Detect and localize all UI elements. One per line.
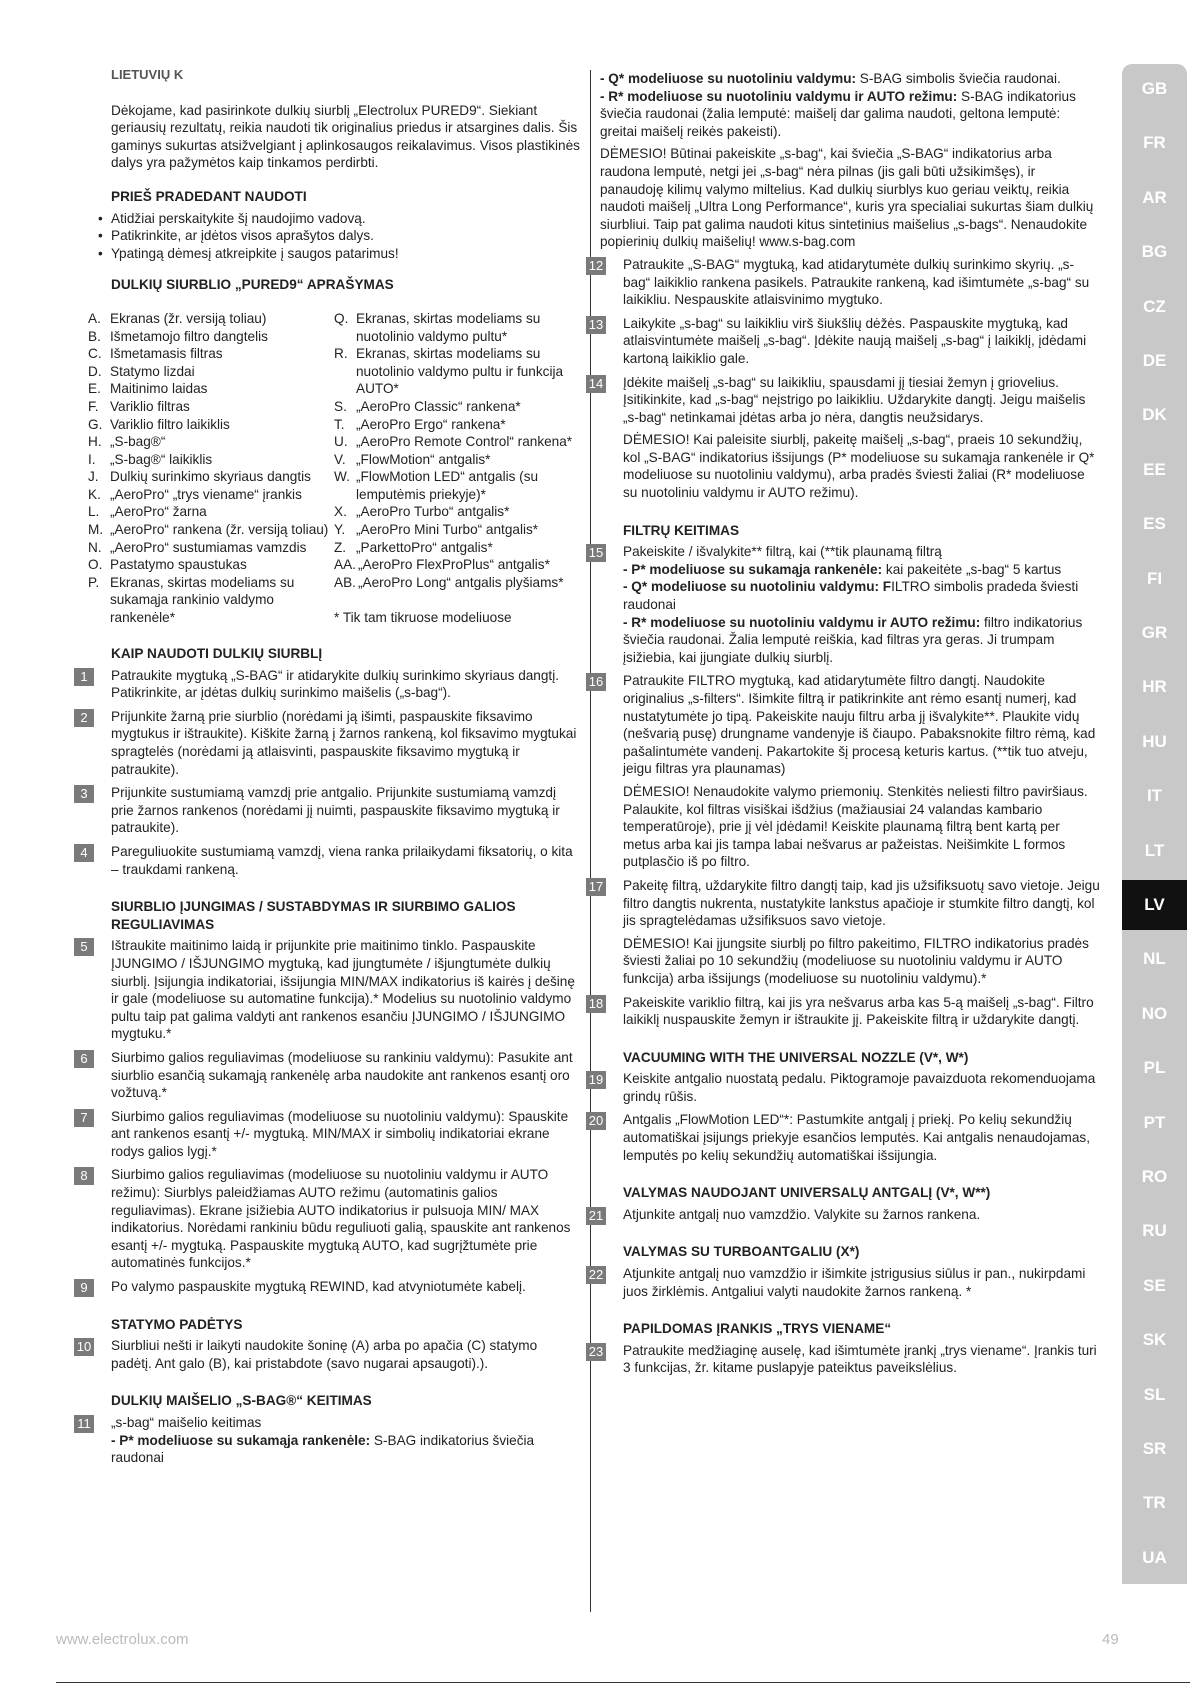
tab-sk[interactable]: SK bbox=[1142, 1330, 1167, 1350]
list-item: • Atidžiai perskaitykite šį naudojimo vadovą. bbox=[88, 210, 580, 228]
part-key: Y. bbox=[334, 522, 346, 538]
before-use-heading: PRIEŠ PRADEDANT NAUDOTI bbox=[111, 188, 307, 204]
power-heading: SIURBLIO ĮJUNGIMAS / SUSTABDYMAS IR SIURBIMO GALIOS REGULIAVIMAS bbox=[111, 899, 516, 932]
parking-heading: STATYMO PADĖTYS bbox=[111, 1316, 243, 1332]
step-text: Ištraukite maitinimo laidą ir prijunkite prie maitinimo tinklo. Paspauskite ĮJUNGIMO / IŠJUNGIMO mygtuką, kad įjungtumėte / išjungtumėte dulkių siurblį. Įsijungia indikatoriai, išsijungia MIN/MAX indikatorius iš kairės į dešinę ir gale (modeliuose su automatine funkcija).* Modelius su nuotolinio valdymo pultu taip pat galima valdyti ant rankenos esančiu ĮJUNGIMO / IŠJUNGIMO mygtuku.* bbox=[111, 938, 575, 1042]
part-item bbox=[88, 310, 334, 328]
step-number: 16 bbox=[586, 673, 606, 691]
part-item bbox=[334, 433, 580, 451]
footer-url[interactable]: www.electrolux.com bbox=[56, 1631, 189, 1648]
right-column bbox=[588, 70, 1100, 1383]
tab-es[interactable]: ES bbox=[1143, 514, 1166, 534]
model-label: - P* modeliuose su sukamąja rankenėle: bbox=[623, 561, 883, 577]
step-number: 5 bbox=[74, 938, 94, 956]
step-number: 4 bbox=[74, 844, 94, 862]
tab-fr[interactable]: FR bbox=[1143, 133, 1166, 153]
step-23 bbox=[588, 1342, 1100, 1377]
model-r-note bbox=[600, 88, 1100, 141]
step-text: Siurbimo galios reguliavimas (modeliuose su rankiniu valdymu): Pasukite ant siurblio esančią sukamąją rankenėlę arba naudokite ant rankenos esantį oro vožtuvą.* bbox=[111, 1049, 573, 1101]
step-14 bbox=[588, 374, 1100, 502]
how-to-use-heading: KAIP NAUDOTI DULKIŲ SIURBLĮ bbox=[111, 646, 323, 662]
step-number: 23 bbox=[586, 1343, 606, 1361]
model-q-note bbox=[600, 70, 1100, 88]
model-label: - R* modeliuose su nuotoliniu valdymu ir AUTO režimu: bbox=[623, 614, 981, 630]
step-subtext bbox=[111, 1432, 580, 1467]
step-text: Po valymo paspauskite mygtuką REWIND, kad atvyniotumėte kabelį. bbox=[111, 1279, 526, 1295]
model-text: S-BAG simbolis šviečia raudonai. bbox=[856, 71, 1061, 86]
tab-de[interactable]: DE bbox=[1142, 351, 1167, 370]
step-number: 20 bbox=[586, 1112, 606, 1130]
warning-text: DĖMESIO! Kai įjungsite siurblį po filtro pakeitimo, FILTRO indikatorius pradės šviesti žaliai po 10 sekundžių (modeliuose su nuotoliniu valdymu ir AUTO funkcija) arba išsijungs (modeliuose su nuotoliniu valdymu).* bbox=[623, 935, 1089, 986]
part-key: H. bbox=[88, 434, 102, 450]
universal-cleaning-heading: VALYMAS NAUDOJANT UNIVERSALŲ ANTGALĮ (V*, W**) bbox=[623, 1185, 991, 1201]
part-label: Išmetamasis filtras bbox=[110, 346, 223, 362]
part-item bbox=[88, 521, 334, 539]
part-key: J. bbox=[88, 469, 99, 485]
part-item bbox=[334, 556, 580, 574]
part-label: Išmetamojo filtro dangtelis bbox=[110, 328, 268, 344]
part-key: G. bbox=[88, 416, 103, 432]
step-subtext bbox=[623, 578, 1100, 613]
step-10 bbox=[76, 1337, 580, 1372]
tab-it[interactable]: IT bbox=[1146, 786, 1163, 806]
tab-gb[interactable]: GB bbox=[1141, 79, 1168, 98]
part-key: AB. bbox=[334, 574, 356, 590]
part-label: Ekranas, skirtas modeliams su sukamąja rankinio valdymo rankenėle* bbox=[110, 574, 295, 626]
part-label: „AeroPro Classic“ rankena* bbox=[356, 398, 521, 414]
step-number: 19 bbox=[586, 1071, 606, 1089]
part-item bbox=[334, 574, 580, 592]
description-heading: DULKIŲ SIURBLIO „PURED9“ APRAŠYMAS bbox=[111, 277, 394, 293]
tab-fi[interactable]: FI bbox=[1146, 568, 1163, 588]
part-label: „AeroPro“ žarna bbox=[110, 504, 207, 520]
parts-right-column bbox=[334, 310, 580, 627]
tab-ru[interactable]: RU bbox=[1142, 1221, 1167, 1241]
step-subtext bbox=[623, 614, 1100, 667]
part-key: D. bbox=[88, 363, 102, 379]
step-text: Siurbimo galios reguliavimas (modeliuose su nuotoliniu valdymu): Spauskite ant rankenos esantį +/- mygtuką. MIN/MAX ir simbolių indikatoriai ekrane rodys galios lygį.* bbox=[111, 1108, 569, 1159]
step-number: 22 bbox=[586, 1266, 606, 1284]
warning-text: DĖMESIO! Nenaudokite valymo priemonių. Stenkitės neliesti filtro paviršiaus. Palaukite, kol filtras visiškai išdžius (mažiausiai 24 valandas kambario temperatūroje), prie jį vėl įdėdami! Keiskite plaunamą filtrą bent kartą per metus arba kai jis tampa labai nešvarus ar pažeistas. Neišimkite L formos putplasčio iš po filtro. bbox=[623, 783, 1088, 870]
part-item bbox=[334, 398, 580, 416]
step-number: 12 bbox=[586, 257, 606, 275]
part-key: F. bbox=[88, 398, 99, 414]
part-item bbox=[88, 468, 334, 486]
part-label: Ekranas, skirtas modeliams su nuotolinio valdymo pultu ir funkcija AUTO* bbox=[356, 346, 564, 397]
model-text: kai pakeitėte „s-bag“ 5 kartus bbox=[882, 561, 1062, 577]
column-divider bbox=[590, 70, 591, 1612]
step-number: 14 bbox=[586, 375, 606, 393]
part-key: W. bbox=[334, 469, 350, 485]
part-label: „AeroPro“ „trys viename“ įrankis bbox=[110, 486, 302, 502]
part-key: N. bbox=[88, 539, 102, 555]
footer-divider bbox=[56, 1682, 1190, 1683]
part-item bbox=[88, 574, 334, 627]
part-label: „AeroPro“ sustumiamas vamzdis bbox=[110, 539, 307, 555]
part-label: „AeroPro Ergo“ rankena* bbox=[356, 416, 506, 432]
model-label: - Q* modeliuose su nuotoliniu valdymu: bbox=[600, 71, 857, 86]
step-17 bbox=[588, 877, 1100, 988]
part-item bbox=[334, 521, 580, 539]
part-key: O. bbox=[88, 557, 103, 573]
step-text: Pakeiskite variklio filtrą, kai jis yra nešvarus arba kas 5-ą maišelį „s-bag“. Filtro laikiklį nuspauskite žemyn ir ištraukite jį. Pakeiskite filtrą ir uždarykite dangtį. bbox=[623, 994, 1094, 1028]
model-label: - P* modeliuose su sukamąja rankenėle: bbox=[111, 1432, 371, 1448]
part-item bbox=[88, 398, 334, 416]
parts-note: * Tik tam tikruose modeliuose bbox=[334, 610, 512, 626]
step-number: 6 bbox=[74, 1050, 94, 1068]
step-2 bbox=[80, 708, 580, 778]
tab-ee[interactable]: EE bbox=[1143, 459, 1166, 479]
part-key: AA. bbox=[334, 557, 356, 573]
step-text: Patraukite „S-BAG“ mygtuką, kad atidarytumėte dulkių surinkimo skyrių. „s-bag“ laikiklio rankena pasikels. Patraukite rankeną, kad išimtumėte „s-bag“ su laikikliu. Nespauskite atlaisvinimo mygtuko. bbox=[623, 256, 1090, 308]
model-label: - R* modeliuose su nuotoliniu valdymu ir AUTO režimu: bbox=[600, 88, 958, 104]
part-item bbox=[88, 363, 334, 381]
tab-lt[interactable]: LT bbox=[1144, 840, 1165, 860]
step-number: 13 bbox=[586, 316, 606, 334]
tab-ro[interactable]: RO bbox=[1141, 1167, 1168, 1186]
part-item bbox=[88, 433, 334, 451]
step-text: Pareguliuokite sustumiamą vamzdį, viena ranka prilaikydami fiksatorių, o kita – traukdami rankeną. bbox=[111, 843, 573, 877]
tab-bg[interactable]: BG bbox=[1141, 242, 1168, 262]
step-number: 8 bbox=[74, 1167, 94, 1185]
step-number: 1 bbox=[74, 668, 94, 686]
step-text: Įdėkite maišelį „s-bag“ su laikikliu, spausdami jį tiesiai žemyn į griovelius. Įsitikinkite, kad „s-bag“ neįstrigo po laikikliu. Uždarykite dangtį. Jeigu maišelis „s-bag“ netinkamai įdėtas arba jo nėra, dangtis neužsidarys. bbox=[623, 374, 1086, 425]
part-item bbox=[334, 468, 580, 503]
tab-no[interactable]: NO bbox=[1141, 1003, 1168, 1023]
part-key: Q. bbox=[334, 310, 349, 326]
step-3 bbox=[80, 784, 580, 837]
step-number: 17 bbox=[586, 878, 606, 896]
part-label: „S-bag®“ bbox=[110, 434, 166, 450]
step-text: Siurbimo galios reguliavimas (modeliuose su nuotoliniu valdymu ir AUTO režimu): Siurblys paleidžiamas AUTO režimu (automatinis galios reguliavimas). Ekrane įsižiebia AUTO indikatorius ir pulsuoja MIN/ MAX indikatorius. Norėdami rankiniu būdu reguliuoti galią, spauskite ant rankenos esantį +/- mygtuką. Paspauskite mygtuką AUTO, kad sugrįžtumėte prie automatinės funkcijos.* bbox=[111, 1167, 571, 1271]
model-text: S-BAG indikatorius šviečia raudonai bbox=[111, 1432, 535, 1466]
part-item bbox=[88, 451, 334, 469]
step-number: 15 bbox=[586, 544, 606, 562]
step-20 bbox=[588, 1111, 1100, 1164]
part-item bbox=[88, 416, 334, 434]
step-18 bbox=[588, 994, 1100, 1029]
tab-lv[interactable]: LV bbox=[1122, 880, 1187, 930]
part-key: M. bbox=[88, 522, 104, 538]
left-column bbox=[76, 66, 580, 1473]
step-text: Patraukite medžiaginę auselę, kad išimtumėte įrankį „trys viename“. Įrankis turi 3 funkcijas, žr. kitame puslapyje pateiktus paveikslėlius. bbox=[623, 1342, 1097, 1376]
model-text: filtro indikatorius šviečia raudonai. Žalia lemputė reiškia, kad filtras yra geras. Ji trumpam įsižiebia, kai įjungiate dulkių siurblį. bbox=[623, 614, 1083, 665]
three-in-one-heading: PAPILDOMAS ĮRANKIS „TRYS VIENAME“ bbox=[623, 1321, 892, 1337]
step-text: Atjunkite antgalį nuo vamzdžio ir išimkite įstrigusius siūlus ir pan., nukirpdami juos žirklėmis. Antgaliui valyti naudokite žarnos rankeną. * bbox=[623, 1266, 1086, 1299]
page-number: 49 bbox=[1102, 1631, 1119, 1648]
part-label: Ekranas, skirtas modeliams su nuotolinio valdymo pultu* bbox=[356, 310, 541, 344]
part-item bbox=[334, 451, 580, 469]
part-item bbox=[88, 486, 334, 504]
parts-left-column bbox=[88, 310, 334, 627]
model-text: ILTRO simbolis pradeda šviesti raudonai bbox=[623, 579, 1079, 613]
step-text: Keiskite antgalio nuostatą pedalu. Piktogramoje pavaizduota rekomenduojama grindų rūšis. bbox=[623, 1071, 1096, 1104]
warning-text: DĖMESIO! Būtinai pakeiskite „s-bag“, kai šviečia „S-BAG“ indikatorius arba raudona lemputė, netgi jei „s-bag“ nėra pilnas (jis gali būti užsikimšęs), ir panaudoję kilimų valymo miltelius. Kad dulkių siurblys kuo geriau veiktų, reikia naudoti maišelį „Ultra Long Performance“, kuris yra specialiai sukurtas šiam dulkių siurbliui. Taip pat galima naudoti kitus sintetinius maišelius „s-bags“. Nenaudokite popierinių dulkių maišelių! www.s-bag.com bbox=[600, 146, 1094, 250]
part-key: C. bbox=[88, 346, 102, 362]
part-label: Variklio filtro laikiklis bbox=[110, 416, 230, 432]
step-11 bbox=[77, 1414, 580, 1467]
part-item bbox=[334, 345, 580, 398]
list-item: • Patikrinkite, ar įdėtos visos aprašytos dalys. bbox=[88, 227, 580, 245]
tab-gr[interactable]: GR bbox=[1141, 623, 1168, 642]
step-text: „s-bag“ maišelio keitimas bbox=[111, 1415, 262, 1430]
step-21 bbox=[588, 1206, 1100, 1224]
tab-ar[interactable]: AR bbox=[1142, 187, 1167, 207]
language-tabs bbox=[1122, 64, 1187, 1584]
step-number: 2 bbox=[74, 709, 94, 727]
part-key: Z. bbox=[334, 539, 347, 555]
part-key: X. bbox=[334, 504, 347, 520]
part-label: „AeroPro Mini Turbo“ antgalis* bbox=[356, 522, 539, 538]
tab-sr[interactable]: SR bbox=[1142, 1439, 1167, 1458]
part-item bbox=[88, 345, 334, 363]
step-6 bbox=[80, 1049, 580, 1102]
step-15 bbox=[588, 543, 1100, 666]
step-text: Pakeiskite / išvalykite** filtrą, kai (**tik plaunamą filtrą bbox=[623, 544, 942, 560]
part-item bbox=[88, 380, 334, 398]
part-key: P. bbox=[88, 574, 100, 590]
part-label: „FlowMotion LED“ antgalis (su lemputėmis priekyje)* bbox=[356, 469, 539, 502]
part-key: I. bbox=[88, 451, 96, 467]
step-text: Antgalis „FlowMotion LED“*: Pastumkite antgalį į priekį. Po kelių sekundžių automatiškai įsijungs priekyje esančios lemputės. Kai antgalis nenaudojamas, lemputės po kelių sekundžių automatiškai išsijungia. bbox=[623, 1112, 1090, 1163]
list-item: • Ypatingą dėmesį atkreipkite į saugos patarimus! bbox=[88, 245, 580, 263]
part-label: Variklio filtras bbox=[110, 398, 190, 414]
part-label: Statymo lizdai bbox=[110, 363, 195, 379]
part-key: U. bbox=[334, 434, 348, 450]
step-text: Prijunkite sustumiamą vamzdį prie antgalio. Prijunkite sustumiamą vamzdį prie žarnos rankenos (norėdami jį nuimti, paspauskite fiksavimo mygtuką ir patraukite). bbox=[111, 785, 560, 836]
universal-nozzle-heading: VACUUMING WITH THE UNIVERSAL NOZZLE (V*, W*) bbox=[623, 1049, 969, 1065]
step-text: Patraukite mygtuką „S-BAG“ ir atidarykite dulkių surinkimo skyriaus dangtį. Patikrinkite, ar įdėtas dulkių surinkimo maišelis („s-bag“). bbox=[111, 667, 560, 701]
tab-cz[interactable]: CZ bbox=[1143, 296, 1166, 316]
part-key: E. bbox=[88, 381, 101, 397]
tab-sl[interactable]: SL bbox=[1143, 1384, 1166, 1404]
tab-hu[interactable]: HU bbox=[1142, 731, 1167, 751]
tab-ua[interactable]: UA bbox=[1142, 1547, 1167, 1567]
warning-text: DĖMESIO! Kai paleisite siurblį, pakeitę maišelį „s-bag“, praeis 10 sekundžių, kol „S-BAG“ indikatorius išsijungs (P* modeliuose su sukamąja rankenėle ir Q* modeliuose su nuotoliniu valdymu), arba pradės šviesti žaliai (R* modeliuose su nuotoliniu valdymu ir AUTO režimu). bbox=[623, 432, 1095, 501]
part-item bbox=[88, 328, 334, 346]
step-text: Laikykite „s-bag“ su laikikliu virš šiukšlių dėžės. Paspauskite mygtuką, kad atlaisvintumėte maišelį „s-bag“. Įdėkite naują maišelį „s-bag“ į laikiklį, įdėdami kartoną laikiklio gale. bbox=[623, 315, 1087, 366]
part-label: „AeroPro FlexProPlus“ antgalis* bbox=[358, 557, 550, 573]
step-text: Patraukite FILTRO mygtuką, kad atidarytumėte filtro dangtį. Naudokite originalius „s-filters“. Išimkite filtrą ir patikrinkite ant rėmo esantį numerį, kad nustatytumėte jo tipą. Pakeiskite nauju filtru arba jį išvalykite**. Plaukite vidų (nešvarią pusę) drungname vandenyje iš čiaupo. Pabaksnokite filtro rėmą, kad pašalintumėte vandenį. Pakartokite šį procesą keturis kartus. (**tik tuo atveju, jeigu filtras yra plaunamas) bbox=[623, 673, 1096, 777]
part-label: „FlowMotion“ antgalis* bbox=[356, 451, 491, 467]
intro-paragraph: Dėkojame, kad pasirinkote dulkių siurblį „Electrolux PURED9“. Siekiant geriausių rezultatų, reikia naudoti tik originalius priedus ir atsargines dalis. Šis gaminys sukurtas atsižvelgiant į aplinkosaugos reikalavimus. Visos plastikinės dalys yra pažymėtos kaip tinkamos perdirbti. bbox=[111, 102, 580, 171]
bag-heading: DULKIŲ MAIŠELIO „S-BAG®“ KEITIMAS bbox=[111, 1393, 372, 1409]
part-key: T. bbox=[334, 416, 345, 432]
step-text: Atjunkite antgalį nuo vamzdžio. Valykite su žarnos rankena. bbox=[623, 1206, 981, 1222]
step-12 bbox=[588, 256, 1100, 309]
step-22 bbox=[588, 1265, 1100, 1300]
language-title: LIETUVIŲ K bbox=[111, 67, 184, 82]
model-text: S-BAG indikatorius šviečia raudonai (žalia lemputė: maišelį dar galima naudoti, geltona lemputė: greitai maišelį reikės pakeisti). bbox=[600, 88, 1076, 139]
part-label: „S-bag®“ laikiklis bbox=[110, 451, 213, 467]
part-item bbox=[88, 556, 334, 574]
part-key: B. bbox=[88, 328, 101, 344]
step-number: 3 bbox=[74, 785, 94, 803]
part-label: Maitinimo laidas bbox=[110, 381, 208, 397]
step-number: 21 bbox=[586, 1207, 606, 1225]
step-number: 11 bbox=[74, 1415, 94, 1433]
step-number: 9 bbox=[74, 1279, 94, 1297]
step-4 bbox=[80, 843, 580, 878]
filter-heading: FILTRŲ KEITIMAS bbox=[623, 522, 740, 538]
part-item bbox=[334, 416, 580, 434]
model-label: - Q* modeliuose su nuotoliniu valdymu: F bbox=[623, 579, 892, 595]
step-number: 18 bbox=[586, 995, 606, 1013]
part-label: „AeroPro Turbo“ antgalis* bbox=[356, 504, 510, 520]
part-label: „AeroPro“ rankena (žr. versiją toliau) bbox=[110, 522, 329, 538]
part-item bbox=[334, 539, 580, 557]
tab-se[interactable]: SE bbox=[1143, 1275, 1166, 1295]
part-item bbox=[334, 310, 580, 345]
tab-hr[interactable]: HR bbox=[1142, 677, 1167, 697]
step-text: Siurbliui nešti ir laikyti naudokite šoninę (A) arba po apačia (C) statymo padėtį. Ant galo (B), kai pristabdote (savo nugarai apsaugoti).). bbox=[111, 1338, 538, 1371]
step-number: 10 bbox=[74, 1338, 94, 1356]
step-9 bbox=[80, 1278, 580, 1296]
step-5 bbox=[80, 937, 580, 1043]
before-use-list bbox=[88, 210, 580, 263]
step-1 bbox=[80, 667, 580, 702]
part-label: Ekranas (žr. versiją toliau) bbox=[110, 310, 267, 326]
tab-nl[interactable]: NL bbox=[1143, 949, 1166, 969]
part-key: L. bbox=[88, 504, 100, 520]
part-key: R. bbox=[334, 346, 348, 362]
step-7 bbox=[80, 1108, 580, 1161]
step-text: Prijunkite žarną prie siurblio (norėdami ją išimti, paspauskite fiksavimo mygtukus ir ištraukite). Kiškite žarną į žarnos rankeną, kol fiksavimo mygtukai spragtelės (norėdami ją atlaisvinti, paspauskite fiksavimo mygtuką ir patraukite). bbox=[111, 708, 577, 777]
step-8 bbox=[80, 1166, 580, 1272]
part-key: V. bbox=[334, 451, 346, 467]
part-label: „AeroPro Long“ antgalis plyšiams* bbox=[358, 574, 564, 590]
tab-pl[interactable]: PL bbox=[1143, 1058, 1166, 1078]
part-key: K. bbox=[88, 486, 101, 502]
step-subtext bbox=[623, 561, 1100, 579]
step-text: Pakeitę filtrą, uždarykite filtro dangtį taip, kad jis užsifiksuotų savo vietoje. Jeigu filtro dangtis nukrenta, nustatykite lankstus apačioje ir stumkite filtro dangtį, kol jis spragtelėdamas užsifiksuos savo vietoje. bbox=[623, 877, 1100, 929]
part-item bbox=[88, 539, 334, 557]
part-item bbox=[88, 503, 334, 521]
part-key: A. bbox=[88, 310, 101, 326]
part-label: Pastatymo spaustukas bbox=[110, 557, 247, 573]
tab-dk[interactable]: DK bbox=[1142, 405, 1167, 425]
part-label: Dulkių surinkimo skyriaus dangtis bbox=[110, 469, 311, 485]
part-label: „ParkettoPro“ antgalis* bbox=[356, 539, 493, 555]
part-item bbox=[334, 503, 580, 521]
part-key: S. bbox=[334, 398, 347, 414]
step-13 bbox=[588, 315, 1100, 368]
tab-tr[interactable]: TR bbox=[1143, 1493, 1166, 1513]
part-label: „AeroPro Remote Control“ rankena* bbox=[356, 434, 573, 450]
step-19 bbox=[588, 1070, 1100, 1105]
step-number: 7 bbox=[74, 1109, 94, 1127]
tab-pt[interactable]: PT bbox=[1143, 1112, 1166, 1132]
step-16 bbox=[588, 672, 1100, 871]
parts-list bbox=[88, 310, 580, 627]
turbo-heading: VALYMAS SU TURBOANTGALIU (X*) bbox=[623, 1244, 860, 1260]
